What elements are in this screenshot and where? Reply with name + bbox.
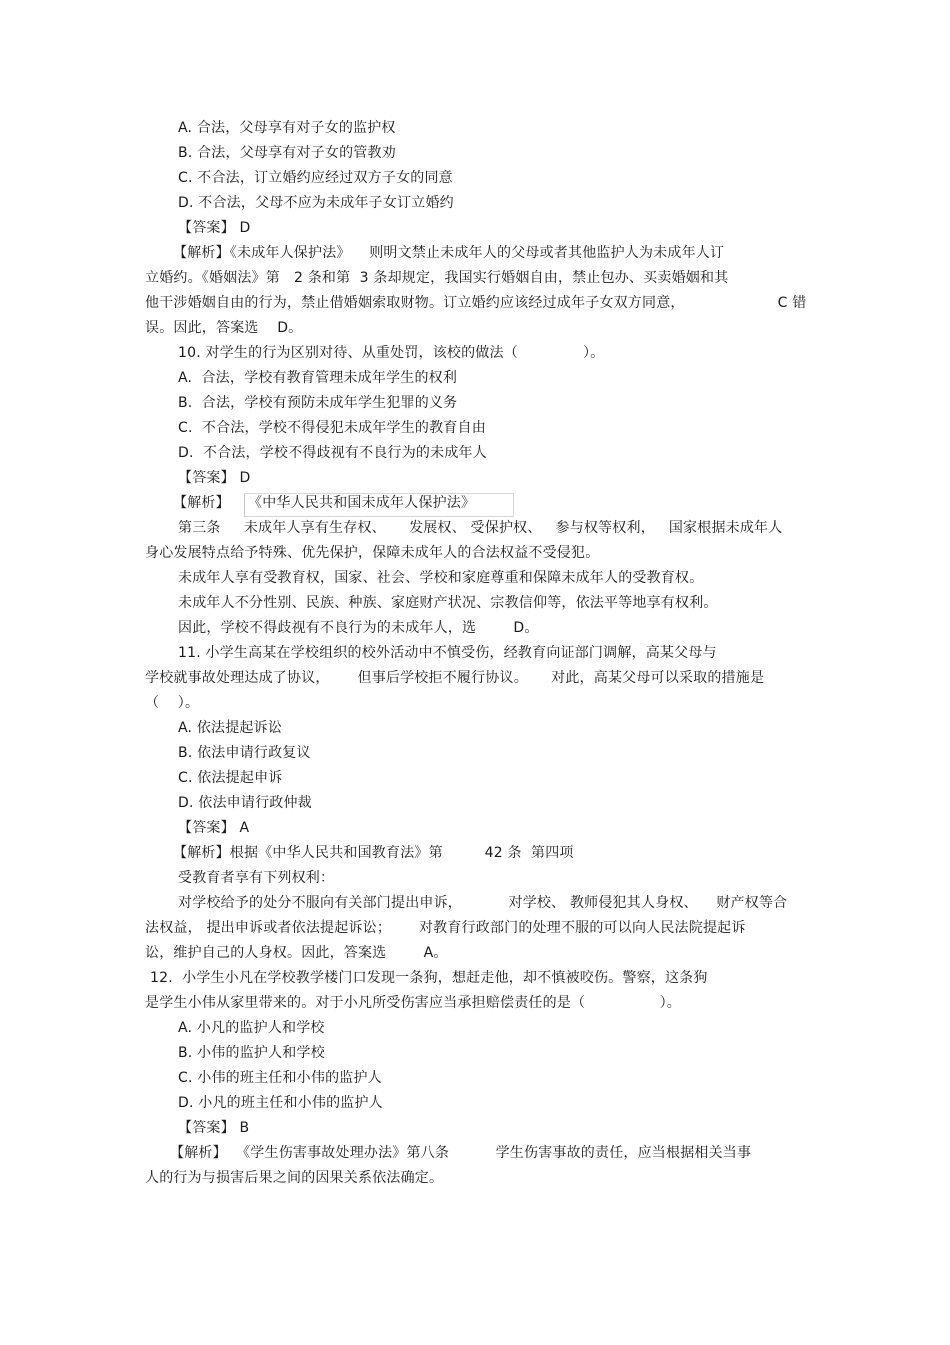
- q11-question-line: 学校就事故处理达成了协议， 但事后学校拒不履行协议。 对此，高某父母可以采取的措施是: [145, 670, 765, 686]
- q9-option-b: B. 合法，父母享有对子女的管教劝: [178, 145, 396, 161]
- q11-option-a: A. 依法提起诉讼: [178, 720, 283, 736]
- q11-option-b: B. 依法申请行政复议: [178, 745, 311, 761]
- q10-option-a: A. 合法，学校有教育管理未成年学生的权利: [178, 370, 458, 386]
- q10-law-title: 《中华人民共和国未成年人保护法》: [248, 495, 476, 511]
- q12-answer: 【答案】 B: [178, 1120, 250, 1136]
- q10-analysis-line: 未成年人不分性别、民族、种族、家庭财产状况、宗教信仰等，依法平等地享有权利。: [178, 595, 718, 611]
- q9-analysis-line: 他干涉婚姻自由的行为，禁止借婚姻索取财物。订立婚约应该经过成年子女双方同意， C 错: [145, 295, 807, 311]
- q10-analysis-line: 身心发展特点给予特殊、优先保护，保障未成年人的合法权益不受侵犯。: [145, 545, 600, 561]
- q11-option-d: D. 依法申请行政仲裁: [178, 795, 312, 811]
- q11-option-c: C. 依法提起申诉: [178, 770, 283, 786]
- q11-question-line: 11. 小学生高某在学校组织的校外活动中不慎受伤，经教育向证部门调解，高某父母与: [178, 645, 717, 661]
- q12-analysis-line: 人的行为与损害后果之间的因果关系依法确定。: [145, 1170, 444, 1186]
- q11-analysis-line: 【解析】根据《中华人民共和国教育法》第 42 条 第四项: [173, 845, 574, 861]
- q12-option-a: A. 小凡的监护人和学校: [178, 1020, 325, 1036]
- q10-answer: 【答案】 D: [178, 470, 251, 486]
- q10-analysis-label: 【解析】: [173, 495, 230, 511]
- q12-question-line: 12. 小学生小凡在学校教学楼门口发现一条狗，想赶走他，却不慎被咬伤。警察，这条狗: [150, 970, 708, 986]
- q11-analysis-line: 讼，维护自己的人身权。因此，答案选 A。: [145, 945, 448, 961]
- q10-analysis-line: 第三条 未成年人享有生存权、 发展权、 受保护权、 参与权等权利， 国家根据未成年人: [178, 520, 783, 536]
- q12-option-b: B. 小伟的监护人和学校: [178, 1045, 325, 1061]
- q9-analysis-line: 立婚约。《婚姻法》第 2 条和第 3 条却规定，我国实行婚姻自由，禁止包办、买卖婚姻和其: [145, 270, 729, 286]
- q12-option-c: C. 小伟的班主任和小伟的监护人: [178, 1070, 382, 1086]
- q11-analysis-line: 法权益， 提出申诉或者依法提起诉讼； 对教育行政部门的处理不服的可以向人民法院提起诉: [145, 920, 746, 936]
- q10-question: 10. 对学生的行为区别对待、从重处罚，该校的做法（ ）。: [178, 345, 605, 361]
- q10-analysis-line: 未成年人享有受教育权，国家、社会、学校和家庭尊重和保障未成年人的受教育权。: [178, 570, 704, 586]
- q9-option-a: A. 合法，父母享有对子女的监护权: [178, 120, 396, 136]
- q10-option-d: D. 不合法，学校不得歧视有不良行为的未成年人: [178, 445, 487, 461]
- q12-analysis-line: 【解析】 《学生伤害事故处理办法》第八条 学生伤害事故的责任，应当根据相关当事: [170, 1145, 752, 1161]
- q9-analysis-line: 误。因此，答案选 D。: [145, 320, 303, 336]
- q9-option-c: C. 不合法，订立婚约应经过双方子女的同意: [178, 170, 453, 186]
- q9-option-d: D. 不合法，父母不应为未成年子女订立婚约: [178, 195, 454, 211]
- q9-answer: 【答案】 D: [178, 220, 251, 236]
- q11-analysis-line: 受教育者享有下列权利：: [178, 870, 335, 886]
- q9-analysis-line: 【解析】《未成年人保护法》 则明文禁止未成年人的父母或者其他监护人为未成年人订: [173, 245, 725, 261]
- q10-analysis-line: 因此，学校不得歧视有不良行为的未成年人，选 D。: [178, 620, 539, 636]
- q12-option-d: D. 小凡的班主任和小伟的监护人: [178, 1095, 383, 1111]
- q11-analysis-line: 对学校给予的处分不服向有关部门提出申诉， 对学校、 教师侵犯其人身权、 财产权等合: [178, 895, 788, 911]
- q10-option-b: B. 合法，学校有预防未成年学生犯罪的义务: [178, 395, 458, 411]
- q11-answer: 【答案】 A: [178, 820, 250, 836]
- q10-option-c: C. 不合法，学校不得侵犯未成年学生的教育自由: [178, 420, 486, 436]
- q11-question-line: （ ）。: [145, 695, 200, 711]
- q12-question-line: 是学生小伟从家里带来的。对于小凡所受伤害应当承担赔偿责任的是（ ）。: [145, 995, 682, 1011]
